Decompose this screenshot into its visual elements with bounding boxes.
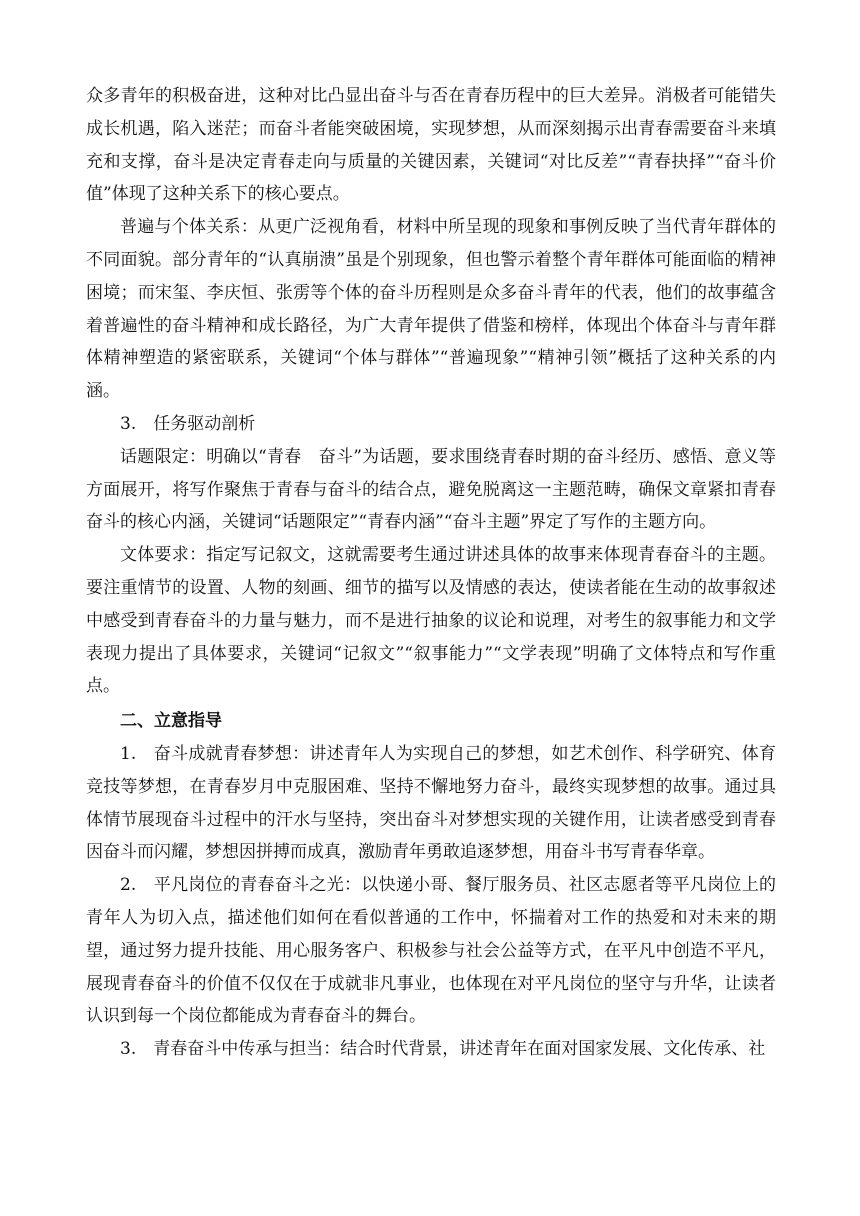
paragraph-general-individual: 普遍与个体关系：从更广泛视角看，材料中所呈现的现象和事例反映了当代青年群体的不同面貌。部分青年的“认真崩溃”虽是个别现象，但也警示着整个青年群体可能面临的精神困境；而宋玺、李庆恒、张雳等个体的奋斗历程则是众多奋斗青年的代表，他们的故事蕴含着普遍性的奋斗精神和成长路径，为广大青年提供了借鉴和榜样，体现出个体奋斗与青年群体精神塑造的紧密联系，关键词“个体与群体”“普遍现象”“精神引领”概括了这种关系的内涵。 (86, 217, 776, 402)
document-page (86, 80, 776, 1066)
paragraph-intent-2: 2. 平凡岗位的青春奋斗之光：以快递小哥、餐厅服务员、社区志愿者等平凡岗位上的青年人为切入点，描述他们如何在看似普通的工作中，怀揣着对工作的热爱和对未来的期望，通过努力提升技能、用心服务客户、积极参与社会公益等方式，在平凡中创造不平凡，展现青春奋斗的价值不仅仅在于成就非凡事业，也体现在对平凡岗位的坚守与升华，让读者认识到每一个岗位都能成为青春奋斗的舞台。 (86, 875, 776, 1027)
paragraph-topic-limit: 话题限定：明确以“青春 奋斗”为话题，要求围绕青春时期的奋斗经历、感悟、意义等方面展开，将写作聚焦于青春与奋斗的结合点，避免脱离这一主题范畴，确保文章紧扣青春奋斗的核心内涵，关键词“话题限定”“青春内涵”“奋斗主题”界定了写作的主题方向。 (86, 446, 776, 533)
section-heading-intent-guidance: 二、立意指导 (120, 711, 222, 732)
subheading-task-analysis: 3. 任务驱动剖析 (120, 413, 256, 434)
paragraph-genre-requirement: 文体要求：指定写记叙文，这就需要考生通过讲述具体的故事来体现青春奋斗的主题。要注重情节的设置、人物的刻画、细节的描写以及情感的表达，使读者能在生动的故事叙述中感受到青春奋斗的力量与魅力，而不是进行抽象的议论和说理，对考生的叙事能力和文学表现力提出了具体要求，关键词“记叙文”“叙事能力”“文学表现”明确了文体特点和写作重点。 (86, 545, 776, 697)
paragraph-contrast-continued: 众多青年的积极奋进，这种对比凸显出奋斗与否在青春历程中的巨大差异。消极者可能错失成长机遇，陷入迷茫；而奋斗者能突破困境，实现梦想，从而深刻揭示出青春需要奋斗来填充和支撑，奋斗是决定青春走向与质量的关键因素，关键词“对比反差”“青春抉择”“奋斗价值”体现了这种关系下的核心要点。 (86, 86, 776, 205)
paragraph-intent-3: 3. 青春奋斗中传承与担当：结合时代背景，讲述青年在面对国家发展、文化传承、社 (120, 1039, 766, 1060)
paragraph-intent-1: 1. 奋斗成就青春梦想：讲述青年人为实现自己的梦想，如艺术创作、科学研究、体育竞技等梦想，在青春岁月中克服困难、坚持不懈地努力奋斗，最终实现梦想的故事。通过具体情节展现奋斗过程中的汗水与坚持，突出奋斗对梦想实现的关键作用，让读者感受到青春因奋斗而闪耀，梦想因拼搏而成真，激励青年勇敢追逐梦想，用奋斗书写青春华章。 (86, 743, 776, 863)
